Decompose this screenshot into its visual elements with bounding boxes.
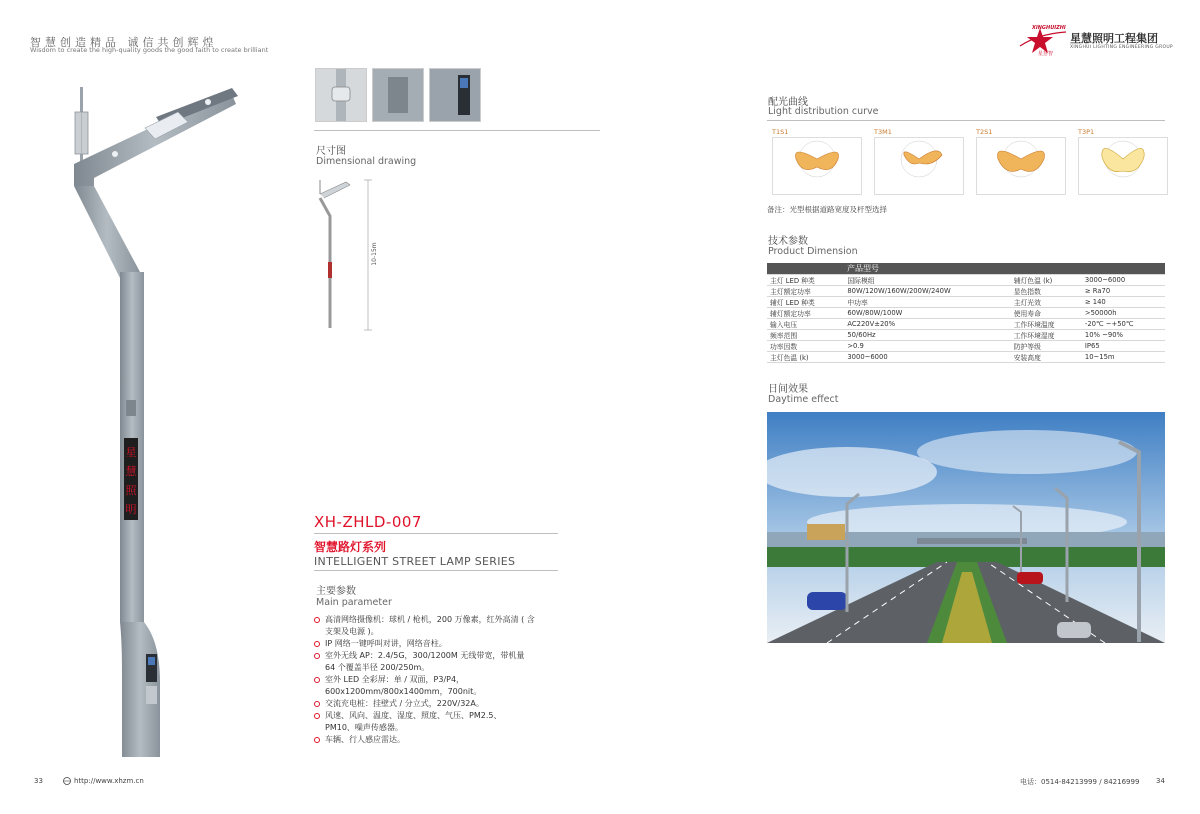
pole-led-char-3: 照 <box>125 484 137 497</box>
table-row <box>767 341 1165 352</box>
series-en: INTELLIGENT STREET LAMP SERIES <box>314 555 516 568</box>
table-cell: 50/60Hz <box>844 330 1010 341</box>
table-cell: 80W/120W/160W/200W/240W <box>844 286 1010 297</box>
param-line: 高清网络摄像机：球机 / 枪机，200 万像素，红外高清 ( 含 <box>325 615 535 624</box>
table-header-row <box>767 263 1165 275</box>
param-line: PM10、噪声传感器。 <box>325 723 403 732</box>
param-line: 64 个覆盖半径 200/250m。 <box>325 663 430 672</box>
table-row <box>767 319 1165 330</box>
bullet-icon <box>314 701 320 707</box>
table-row <box>767 352 1165 363</box>
curve-label: T2S1 <box>976 128 993 136</box>
table-cell: 主灯光效 <box>1011 297 1082 308</box>
list-item <box>314 734 564 746</box>
curve-label: T3M1 <box>874 128 892 136</box>
list-item <box>314 674 564 698</box>
polar-curve-icon <box>1078 137 1168 195</box>
page-number-right: 34 <box>1156 777 1165 785</box>
list-item <box>314 638 564 650</box>
detail-thumb-camera <box>315 68 367 122</box>
table-cell: AC220V±20% <box>844 319 1010 330</box>
detail-thumb-vent <box>372 68 424 122</box>
table-cell: 输入电压 <box>767 319 844 330</box>
table-row <box>767 286 1165 297</box>
dimension-drawing <box>312 176 384 336</box>
table-cell: IP65 <box>1082 341 1165 352</box>
divider <box>314 533 558 534</box>
polar-curve-icon <box>772 137 862 195</box>
param-line: 室外 LED 全彩屏：单 / 双面，P3/P4， <box>325 675 465 684</box>
series-cn: 智慧路灯系列 <box>314 540 387 554</box>
table-cell: 防护等级 <box>1011 341 1082 352</box>
polar-curve-icon <box>874 137 964 195</box>
table-cell: 3000~6000 <box>844 352 1010 363</box>
tech-title-cn: 技术参数 <box>768 236 808 247</box>
page-number-left: 33 <box>34 777 43 785</box>
table-cell: ≥ 140 <box>1082 297 1165 308</box>
table-cell: 辅灯 LED 种类 <box>767 297 844 308</box>
table-cell: 辅灯色温 (k) <box>1011 275 1082 286</box>
curve-t3p1 <box>1078 128 1168 195</box>
param-line: 支架及电源 )。 <box>325 627 379 636</box>
param-line: 风速、风向、温度、湿度、照度、气压、PM2.5、 <box>325 711 502 720</box>
pole-led-char-1: 星 <box>125 446 137 459</box>
table-cell: 安装高度 <box>1011 352 1082 363</box>
table-cell: 10% ~90% <box>1082 330 1165 341</box>
dimension-height-label: 10-15m <box>371 242 378 266</box>
table-cell: 功率因数 <box>767 341 844 352</box>
param-line: 车辆、行人感应雷达。 <box>325 735 405 744</box>
table-cell: >50000h <box>1082 308 1165 319</box>
table-cell: 中功率 <box>844 297 1010 308</box>
dimensional-title-cn: 尺寸图 <box>316 146 346 157</box>
table-row <box>767 297 1165 308</box>
logo-company-cn: 星慧照明工程集团 <box>1070 32 1158 45</box>
slogan-en: Wisdom to create the high-quality goods the good faith to create brilliant <box>30 46 269 54</box>
table-cell: 工作环境湿度 <box>1011 330 1082 341</box>
logo-brand: XINGHUIZHI <box>1032 25 1066 31</box>
divider <box>767 120 1165 121</box>
table-cell: 3000~6000 <box>1082 275 1165 286</box>
globe-icon <box>63 777 71 785</box>
curve-label: T3P1 <box>1078 128 1095 136</box>
daytime-title-cn: 日间效果 <box>768 384 808 395</box>
main-parameter-list <box>314 614 564 746</box>
daytime-title-en: Daytime effect <box>768 394 839 405</box>
daytime-effect-photo <box>767 412 1165 643</box>
website-url[interactable]: http://www.xhzm.cn <box>74 777 144 785</box>
curve-t1s1 <box>772 128 862 195</box>
table-cell: >0.9 <box>844 341 1010 352</box>
list-item <box>314 650 564 674</box>
main-parameter-title-cn: 主要参数 <box>316 586 356 597</box>
tech-spec-table <box>767 263 1165 363</box>
main-parameter-title-en: Main parameter <box>316 597 392 608</box>
bullet-icon <box>314 713 320 719</box>
table-cell: 60W/80W/100W <box>844 308 1010 319</box>
bullet-icon <box>314 617 320 623</box>
bullet-icon <box>314 737 320 743</box>
company-logo <box>1018 22 1178 62</box>
bullet-icon <box>314 641 320 647</box>
road-scene-image <box>767 412 1165 643</box>
table-row <box>767 330 1165 341</box>
light-curve-title-cn: 配光曲线 <box>768 97 808 108</box>
param-line: 600x1200mm/800x1400mm，700nit。 <box>325 687 482 696</box>
table-header: 产品型号 <box>767 263 1165 275</box>
table-cell: 主灯额定功率 <box>767 286 844 297</box>
param-line: 室外无线 AP：2.4/5G，300/1200M 无线带宽，带机量 <box>325 651 525 660</box>
product-model: XH-ZHLD-007 <box>314 513 422 531</box>
table-cell: 辅灯额定功率 <box>767 308 844 319</box>
vent-detail-icon <box>373 69 423 121</box>
dimensional-title-en: Dimensional drawing <box>316 156 417 167</box>
light-curve-title-en: Light distribution curve <box>768 106 879 117</box>
param-line: 交流充电桩：挂壁式 / 分立式，220V/32A。 <box>325 699 484 708</box>
curve-t2s1 <box>976 128 1066 195</box>
table-cell: 主灯 LED 种类 <box>767 275 844 286</box>
table-cell: 显色指数 <box>1011 286 1082 297</box>
pole-led-char-4: 明 <box>125 503 137 516</box>
table-cell: -20℃ ~+50℃ <box>1082 319 1165 330</box>
param-line: IP 网络一键呼叫对讲，网络音柱。 <box>325 639 447 648</box>
table-cell: ≥ Ra70 <box>1082 286 1165 297</box>
table-cell: 国际模组 <box>844 275 1010 286</box>
list-item <box>314 710 564 734</box>
curve-t3m1 <box>874 128 964 195</box>
table-cell: 10~15m <box>1082 352 1165 363</box>
tech-title-en: Product Dimension <box>768 246 858 257</box>
logo-company-en: XINGHUI LIGHTING ENGINEERING GROUP <box>1070 45 1173 50</box>
bullet-icon <box>314 653 320 659</box>
detail-thumb-charger <box>429 68 481 122</box>
list-item <box>314 614 564 638</box>
polar-curve-icon <box>976 137 1066 195</box>
table-cell: 使用寿命 <box>1011 308 1082 319</box>
pole-led-char-2: 慧 <box>125 465 137 478</box>
table-cell: 主灯色温 (k) <box>767 352 844 363</box>
table-row <box>767 308 1165 319</box>
contact-phone: 电话：0514-84213999 / 84216999 <box>1020 778 1140 786</box>
list-item <box>314 698 564 710</box>
table-cell: 工作环境温度 <box>1011 319 1082 330</box>
charger-detail-icon <box>430 69 480 121</box>
street-lamp-illustration <box>60 82 280 757</box>
table-row <box>767 275 1165 286</box>
light-curve-note: 备注：光型根据道路宽度及杆型选择 <box>767 205 887 214</box>
logo-brand-cn: 星慧智 <box>1038 51 1054 57</box>
divider <box>314 570 558 571</box>
divider <box>314 130 600 131</box>
slogan-cn: 智慧创造精品 诚信共创辉煌 <box>30 36 218 49</box>
camera-detail-icon <box>316 69 366 121</box>
curve-label: T1S1 <box>772 128 789 136</box>
bullet-icon <box>314 677 320 683</box>
table-cell: 频率范围 <box>767 330 844 341</box>
